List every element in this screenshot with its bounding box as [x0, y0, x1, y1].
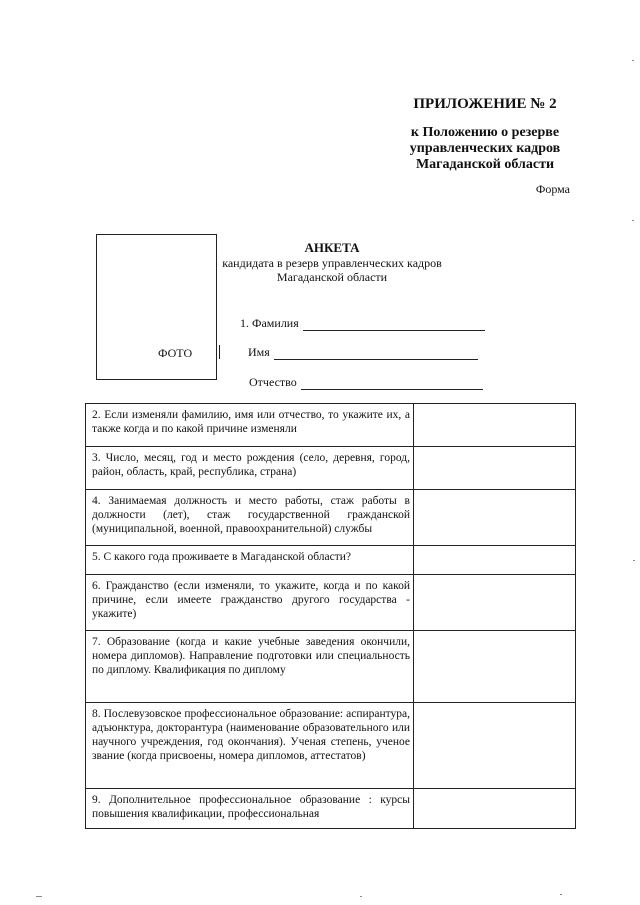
name-input-line[interactable] — [274, 347, 478, 360]
appendix-line-1: к Положению о резерве — [410, 125, 560, 140]
answer-cell[interactable] — [414, 631, 576, 703]
answer-cell[interactable] — [414, 703, 576, 789]
question-text: 8. Послевузовское профессиональное образование: аспирантура, адъюнктура, докторантура (наименование образовательного или научного учреждения, год окончания). Ученая степень, ученое звание (когда присвоены, номера дипломов, аттестатов) — [86, 703, 414, 789]
table-row — [86, 703, 576, 789]
photo-label: ФОТО — [158, 346, 193, 360]
title-line-1: кандидата в резерв управленческих кадров — [222, 256, 442, 270]
appendix-number: ПРИЛОЖЕНИЕ № 2 — [413, 96, 557, 112]
table-row — [86, 546, 576, 575]
patronymic-input-line[interactable] — [301, 377, 483, 390]
table-row — [86, 404, 576, 447]
table-row — [86, 490, 576, 546]
appendix-line-2: управленческих кадров — [409, 141, 561, 156]
surname-label: 1. Фамилия — [240, 316, 299, 330]
appendix-reference — [360, 125, 610, 173]
patronymic-field — [249, 375, 483, 390]
appendix-header — [360, 96, 610, 173]
name-field — [248, 345, 478, 360]
questionnaire-title — [222, 240, 442, 284]
patronymic-label: Отчество — [249, 375, 297, 389]
answer-cell[interactable] — [414, 404, 576, 447]
table-row — [86, 631, 576, 703]
table-row — [86, 575, 576, 631]
question-text: 9. Дополнительное профессиональное образование : курсы повышения квалификации, профессиональная — [86, 789, 414, 829]
answer-cell[interactable] — [414, 447, 576, 490]
question-text: 6. Гражданство (если изменяли, то укажите, когда и по какой причине, если имеете гражданство другого государства - укажите) — [86, 575, 414, 631]
photo-placeholder — [96, 234, 217, 380]
table-row — [86, 447, 576, 490]
question-text: 3. Число, месяц, год и место рождения (село, деревня, город, район, область, край, республика, страна) — [86, 447, 414, 490]
name-label: Имя — [248, 345, 270, 359]
answer-cell[interactable] — [414, 789, 576, 829]
title-line-2: Магаданской области — [276, 270, 388, 284]
form-label: Форма — [535, 182, 570, 196]
questionnaire-table — [85, 403, 576, 829]
appendix-line-3: Магаданской области — [415, 157, 555, 172]
answer-cell[interactable] — [414, 575, 576, 631]
answer-cell[interactable] — [414, 490, 576, 546]
table-row — [86, 789, 576, 829]
surname-input-line[interactable] — [303, 318, 485, 331]
photo-edge-mark — [219, 345, 220, 359]
question-text: 4. Занимаемая должность и место работы, стаж работы в должности (лет), стаж государственной гражданской (муниципальной, военной, правоохранительной) службы — [86, 490, 414, 546]
question-text: 5. С какого года проживаете в Магаданской области? — [86, 546, 414, 575]
question-text: 2. Если изменяли фамилию, имя или отчество, то укажите их, а также когда и по какой причине изменяли — [86, 404, 414, 447]
question-text: 7. Образование (когда и какие учебные заведения окончили, номера дипломов). Направление подготовки или специальность по диплому. Квалификация по диплому — [86, 631, 414, 703]
answer-cell[interactable] — [414, 546, 576, 575]
title-main: АНКЕТА — [304, 240, 360, 255]
surname-field — [240, 316, 485, 331]
